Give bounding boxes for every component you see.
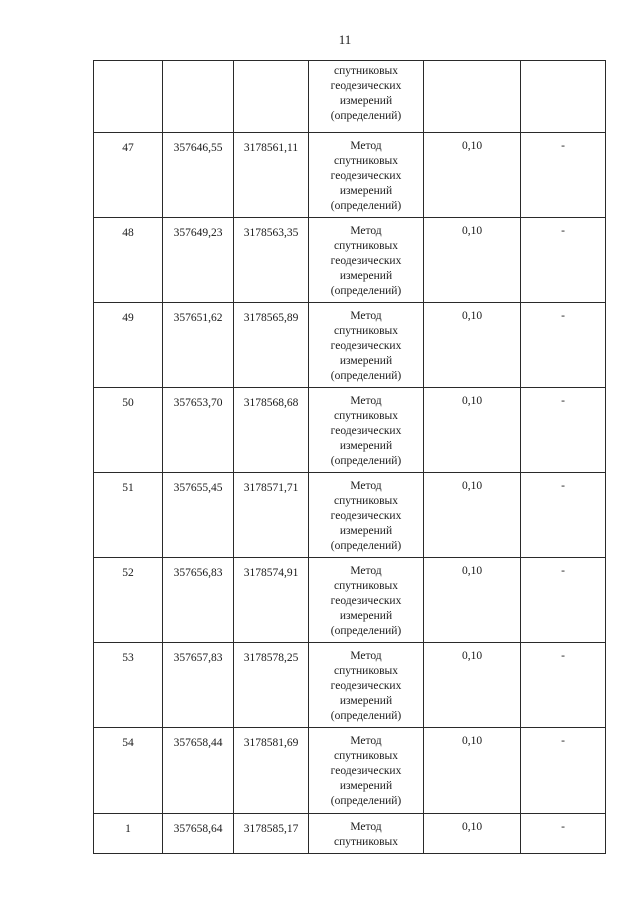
- accuracy-cell: 0,10: [424, 558, 521, 643]
- x-coordinate-cell: 357658,64: [163, 814, 234, 854]
- dash-cell: -: [521, 303, 606, 388]
- dash-cell: -: [521, 728, 606, 814]
- method-line: Метод: [350, 650, 382, 662]
- method-line: Метод: [350, 310, 382, 322]
- method-line: спутниковых: [333, 240, 398, 252]
- table-row: [94, 303, 606, 388]
- method-line: спутниковых: [333, 750, 398, 762]
- y-coordinate-cell: 3178565,89: [234, 303, 309, 388]
- method-line: (определений): [330, 455, 402, 467]
- y-coordinate-cell: 3178585,17: [234, 814, 309, 854]
- x-coordinate-cell: 357651,62: [163, 303, 234, 388]
- method-line: Метод: [350, 395, 382, 407]
- accuracy-cell: 0,10: [424, 643, 521, 728]
- y-coordinate-cell: 3178578,25: [234, 643, 309, 728]
- method-line: геодезических: [330, 340, 402, 352]
- method-line: Метод: [350, 225, 382, 237]
- dash-cell: -: [521, 558, 606, 643]
- y-coordinate-cell: 3178568,68: [234, 388, 309, 473]
- table-row: [94, 218, 606, 303]
- method-line: Метод: [350, 735, 382, 747]
- dash-cell: -: [521, 814, 606, 854]
- method-line: геодезических: [330, 255, 402, 267]
- page-number: 11: [338, 32, 352, 47]
- dash-cell: -: [521, 133, 606, 218]
- method-line: (определений): [330, 110, 402, 122]
- method-line: геодезических: [330, 680, 402, 692]
- method-line: Метод: [350, 480, 382, 492]
- method-cell: [309, 473, 424, 558]
- method-cell: [309, 388, 424, 473]
- x-coordinate-cell: 357657,83: [163, 643, 234, 728]
- x-coordinate-cell: 357658,44: [163, 728, 234, 814]
- method-line: спутниковых: [333, 155, 398, 167]
- x-coordinate-cell: 357646,55: [163, 133, 234, 218]
- method-line: геодезических: [330, 595, 402, 607]
- point-number-cell: [94, 61, 163, 133]
- table-row: [94, 133, 606, 218]
- method-line: (определений): [330, 285, 402, 297]
- x-coordinate-cell: 357655,45: [163, 473, 234, 558]
- point-number-cell: 52: [94, 558, 163, 643]
- y-coordinate-cell: [234, 61, 309, 133]
- table-row: [94, 643, 606, 728]
- method-line: (определений): [330, 795, 402, 807]
- y-coordinate-cell: 3178561,11: [234, 133, 309, 218]
- method-line: измерений: [339, 695, 393, 707]
- method-line: спутниковых: [333, 580, 398, 592]
- table-row: [94, 728, 606, 814]
- method-line: спутниковых: [333, 65, 398, 77]
- method-cell: [309, 218, 424, 303]
- method-line: измерений: [339, 780, 393, 792]
- accuracy-cell: 0,10: [424, 814, 521, 854]
- dash-cell: -: [521, 218, 606, 303]
- point-number-cell: 48: [94, 218, 163, 303]
- method-line: измерений: [339, 610, 393, 622]
- method-line: измерений: [339, 440, 393, 452]
- method-cell: [309, 814, 424, 854]
- accuracy-cell: 0,10: [424, 388, 521, 473]
- point-number-cell: 54: [94, 728, 163, 814]
- method-line: измерений: [339, 525, 393, 537]
- method-line: спутниковых: [333, 836, 398, 848]
- point-number-cell: 49: [94, 303, 163, 388]
- method-line: (определений): [330, 625, 402, 637]
- x-coordinate-cell: [163, 61, 234, 133]
- dash-cell: -: [521, 473, 606, 558]
- method-line: (определений): [330, 540, 402, 552]
- dash-cell: -: [521, 388, 606, 473]
- method-line: Метод: [350, 565, 382, 577]
- point-number-cell: 1: [94, 814, 163, 854]
- method-line: (определений): [330, 710, 402, 722]
- point-number-cell: 53: [94, 643, 163, 728]
- y-coordinate-cell: 3178581,69: [234, 728, 309, 814]
- method-line: спутниковых: [333, 495, 398, 507]
- method-line: спутниковых: [333, 325, 398, 337]
- method-line: геодезических: [330, 80, 402, 92]
- method-line: спутниковых: [333, 410, 398, 422]
- method-line: (определений): [330, 370, 402, 382]
- method-line: измерений: [339, 355, 393, 367]
- dash-cell: [521, 61, 606, 133]
- method-line: измерений: [339, 95, 393, 107]
- dash-cell: -: [521, 643, 606, 728]
- table-row: [94, 814, 606, 854]
- method-line: геодезических: [330, 765, 402, 777]
- method-line: геодезических: [330, 425, 402, 437]
- y-coordinate-cell: 3178571,71: [234, 473, 309, 558]
- method-line: спутниковых: [333, 665, 398, 677]
- method-cell: [309, 558, 424, 643]
- point-number-cell: 50: [94, 388, 163, 473]
- method-cell: [309, 643, 424, 728]
- method-cell: [309, 133, 424, 218]
- method-cell: [309, 728, 424, 814]
- method-line: геодезических: [330, 170, 402, 182]
- method-cell: [309, 61, 424, 133]
- y-coordinate-cell: 3178574,91: [234, 558, 309, 643]
- accuracy-cell: 0,10: [424, 728, 521, 814]
- method-line: геодезических: [330, 510, 402, 522]
- method-line: Метод: [350, 140, 382, 152]
- x-coordinate-cell: 357656,83: [163, 558, 234, 643]
- table-row: [94, 388, 606, 473]
- table-row: [94, 473, 606, 558]
- coordinates-table: [93, 60, 606, 854]
- table-row: [94, 558, 606, 643]
- accuracy-cell: 0,10: [424, 303, 521, 388]
- method-line: (определений): [330, 200, 402, 212]
- accuracy-cell: 0,10: [424, 218, 521, 303]
- method-line: Метод: [350, 821, 382, 833]
- x-coordinate-cell: 357653,70: [163, 388, 234, 473]
- table-row-continued: [94, 61, 606, 133]
- method-line: измерений: [339, 270, 393, 282]
- method-cell: [309, 303, 424, 388]
- point-number-cell: 51: [94, 473, 163, 558]
- x-coordinate-cell: 357649,23: [163, 218, 234, 303]
- accuracy-cell: 0,10: [424, 473, 521, 558]
- accuracy-cell: 0,10: [424, 133, 521, 218]
- accuracy-cell: [424, 61, 521, 133]
- y-coordinate-cell: 3178563,35: [234, 218, 309, 303]
- method-line: измерений: [339, 185, 393, 197]
- point-number-cell: 47: [94, 133, 163, 218]
